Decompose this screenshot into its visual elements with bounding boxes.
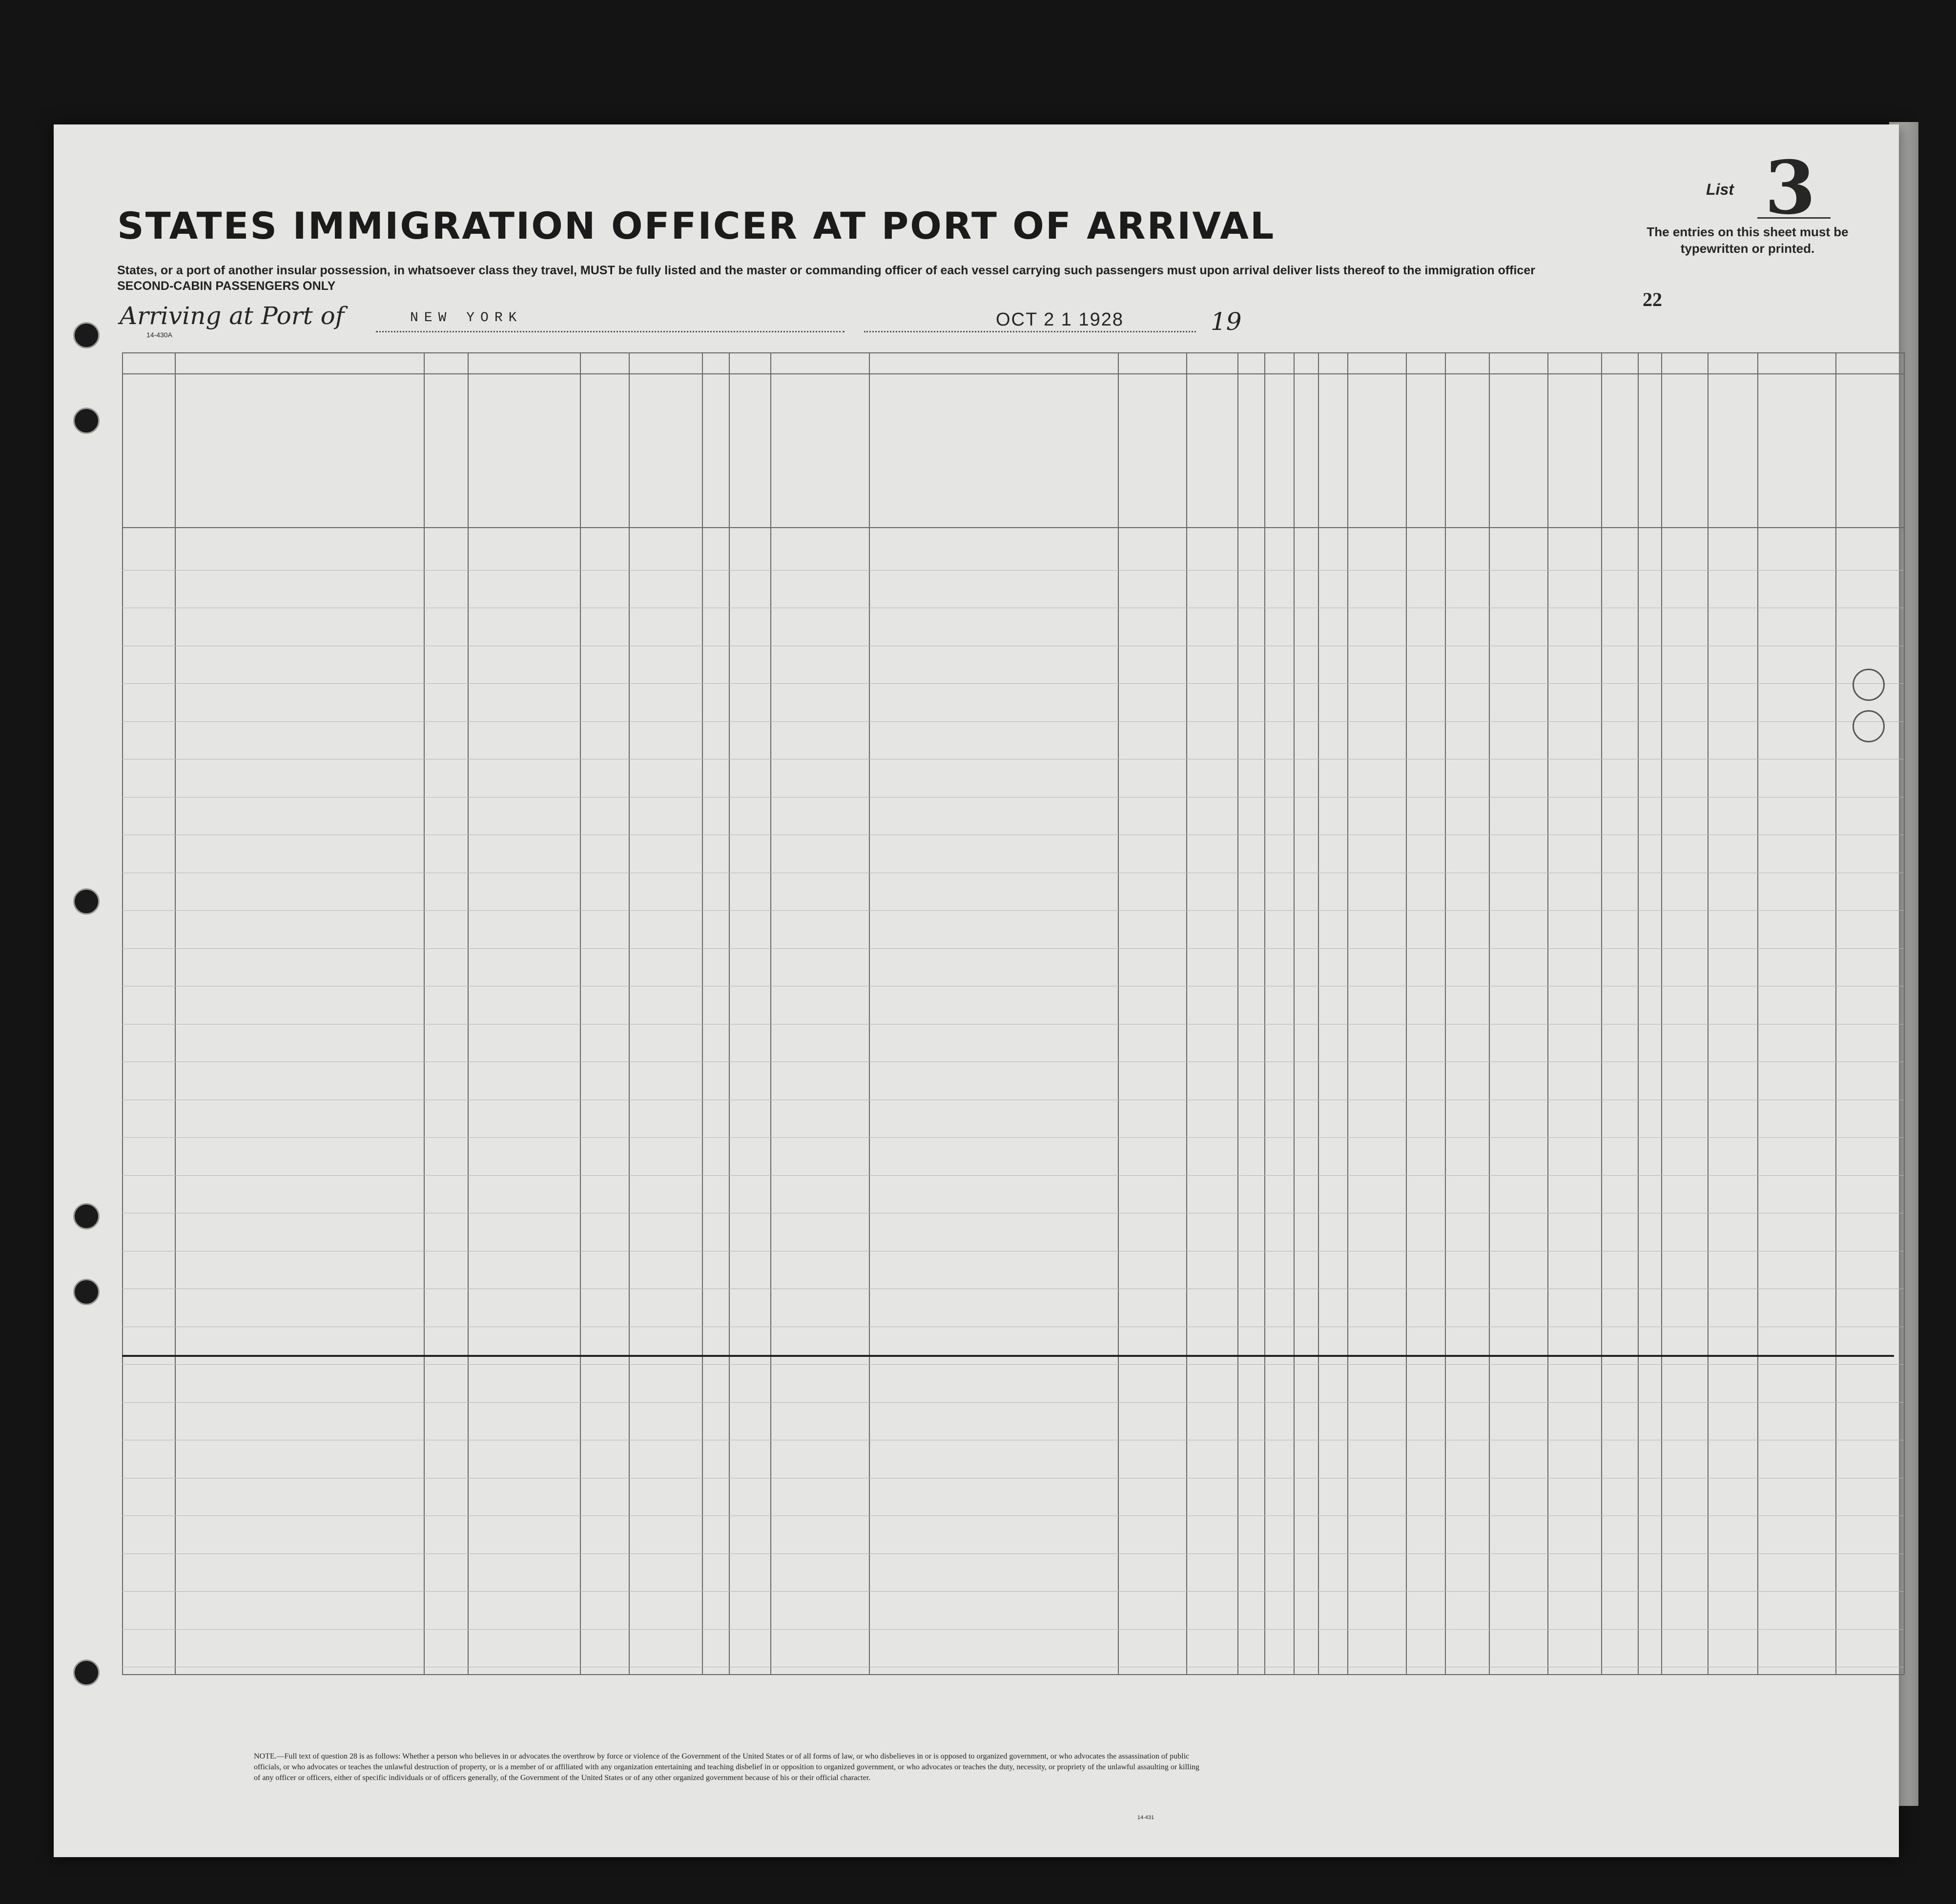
column-rule xyxy=(1835,352,1836,1674)
column-rule xyxy=(1186,352,1187,1674)
row-rule xyxy=(122,683,1904,684)
row-rule xyxy=(122,570,1904,571)
binder-hole xyxy=(73,1659,100,1686)
column-rule xyxy=(1347,352,1348,1674)
strike-through xyxy=(122,1355,1894,1357)
row-rule xyxy=(122,721,1904,722)
row-rule xyxy=(122,797,1904,798)
inspection-stamp xyxy=(1853,669,1885,701)
binder-hole xyxy=(73,888,100,915)
port-label: Arriving at Port of xyxy=(120,302,345,330)
column-rule xyxy=(1601,352,1602,1674)
date-line xyxy=(864,331,1196,332)
column-rule xyxy=(1757,352,1758,1674)
binder-hole xyxy=(73,1279,100,1305)
row-rule xyxy=(122,1515,1904,1516)
row-rule xyxy=(122,910,1904,911)
binder-hole xyxy=(73,1203,100,1229)
footnote-code: 14-431 xyxy=(1137,1815,1154,1821)
port-value: NEW YORK xyxy=(410,310,523,326)
column-rule xyxy=(1445,352,1446,1674)
column-rule xyxy=(1406,352,1407,1674)
binder-hole xyxy=(73,408,100,434)
row-rule xyxy=(122,1629,1904,1630)
row-rule xyxy=(122,1402,1904,1403)
typewrite-note: The entries on this sheet must be typewritten or printed. xyxy=(1647,225,1849,256)
row-rule xyxy=(122,948,1904,949)
list-label: List xyxy=(1706,181,1734,198)
table-bottom-rule xyxy=(122,1674,1904,1675)
header-bottom-rule xyxy=(122,527,1904,528)
column-rule xyxy=(729,352,730,1674)
row-rule xyxy=(122,1364,1904,1365)
form-title: STATES IMMIGRATION OFFICER AT PORT OF ARRIVAL xyxy=(117,204,1276,247)
port-line xyxy=(376,331,844,332)
column-rule xyxy=(1904,352,1905,1674)
column-rule xyxy=(1708,352,1709,1674)
form-instructions: States, or a port of another insular possession, in whatsoever class they travel, MUST be fully listed and the master or commanding officer of each vessel carrying such passengers must upon arrival deliver lists thereof to the immigration officer xyxy=(117,264,1535,277)
column-rule xyxy=(1237,352,1238,1674)
column-rule xyxy=(1294,352,1295,1674)
page-number: 22 xyxy=(1643,288,1662,310)
column-rule xyxy=(468,352,469,1674)
column-rule xyxy=(1318,352,1319,1674)
form-code: 14-430A xyxy=(146,331,172,339)
column-rule xyxy=(1118,352,1119,1674)
column-rule xyxy=(1489,352,1490,1674)
column-rule xyxy=(869,352,870,1674)
cabin-class: SECOND-CABIN PASSENGERS ONLY xyxy=(117,279,336,293)
footnote: NOTE.—Full text of question 28 is as follows: Whether a person who believes in or advocates the overthrow by force or violence of the Government of the United States or of all forms of law, or who disbelieves in or is opposed to organized government, or who advocates the assassination of public officials, or who advocates or teaches the unlawful destruction of property, or is a member of or affiliated with any organization entertaining and teaching disbelief in or opposition to organized government, or who advocates or teaches the duty, necessity, or propriety of the unlawful assaulting or killing of any officer or officers, either of specific individuals or of officers generally, of the Government of the United States or of any other organized government because of his or their official character. xyxy=(254,1752,1199,1782)
binder-hole xyxy=(73,322,100,348)
list-underline xyxy=(1757,217,1831,219)
table-top-rule xyxy=(122,352,1904,353)
column-rule xyxy=(702,352,703,1674)
column-rule xyxy=(175,352,176,1674)
column-rule xyxy=(424,352,425,1674)
column-number-rule xyxy=(122,373,1904,374)
column-rule xyxy=(629,352,630,1674)
column-rule xyxy=(1264,352,1265,1674)
column-rule xyxy=(580,352,581,1674)
arrival-date: OCT 2 1 1928 xyxy=(996,309,1124,330)
row-rule xyxy=(122,1137,1904,1138)
year-label: 19 xyxy=(1211,307,1242,336)
column-rule xyxy=(122,352,123,1674)
manifest-sheet xyxy=(54,124,1899,1857)
inspection-stamp xyxy=(1853,710,1885,742)
list-number: 3 xyxy=(1765,145,1816,231)
row-rule xyxy=(122,1591,1904,1592)
column-rule xyxy=(770,352,771,1674)
column-rule xyxy=(1547,352,1548,1674)
column-rule xyxy=(1661,352,1662,1674)
row-rule xyxy=(122,1175,1904,1176)
column-rule xyxy=(1638,352,1639,1674)
